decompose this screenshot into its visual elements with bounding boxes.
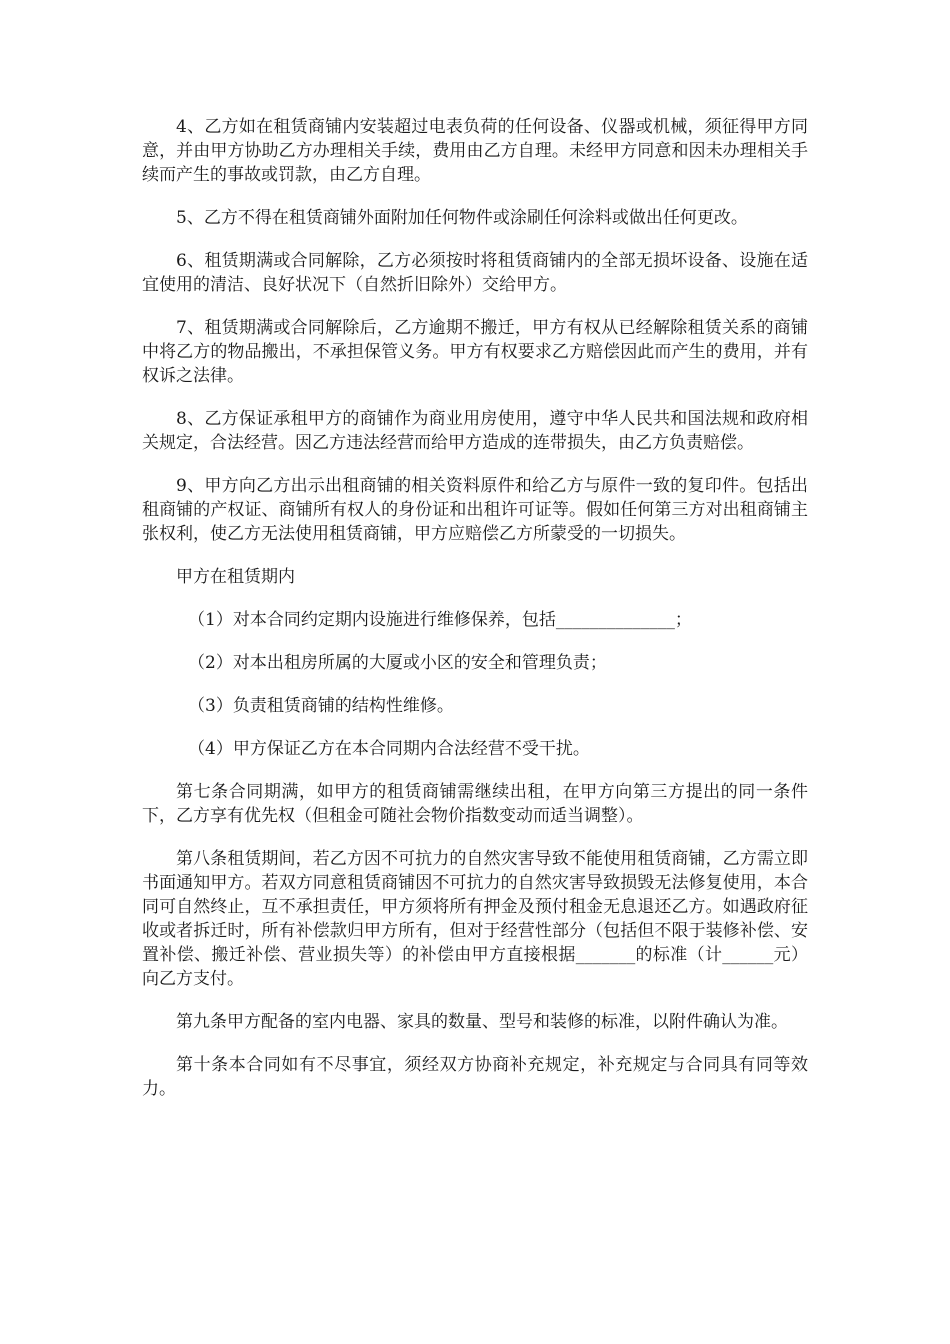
clause-paragraph-6: 6、租赁期满或合同解除，乙方必须按时将租赁商铺内的全部无损坏设备、设施在适宜使用的清洁、良好状况下（自然折旧除外）交给甲方。 [142,251,808,295]
clause-paragraph-7: 7、租赁期满或合同解除后，乙方逾期不搬迁，甲方有权从已经解除租赁关系的商铺中将乙方的物品搬出，不承担保管义务。甲方有权要求乙方赔偿因此而产生的费用，并有权诉之法律。 [142,318,808,386]
article-9-paragraph: 第九条甲方配备的室内电器、家具的数量、型号和装修的标准，以附件确认为准。 [176,1012,788,1032]
clause-paragraph-4: 4、乙方如在租赁商铺内安装超过电表负荷的任何设备、仪器或机械，须征得甲方同意，并由甲方协助乙方办理相关手续，费用由乙方自理。未经甲方同意和因未办理相关手续而产生的事故或罚款，由乙方自理。 [142,117,808,185]
document-body [142,115,808,1120]
article-8-paragraph: 第八条租赁期间，若乙方因不可抗力的自然灾害导致不能使用租赁商铺，乙方需立即书面通知甲方。若双方同意租赁商铺因不可抗力的自然灾害导致损毁无法修复使用，本合同可自然终止，互不承担责任，甲方须将所有押金及预付租金无息退还乙方。如遇政府征收或者拆迁时，所有补偿款归甲方所有，但对于经营性部分（包括但不限于装修补偿、安置补偿、搬迁补偿、营业损失等）的补偿由甲方直接根据_______的标准（计______元）向乙方支付。 [142,849,808,989]
lessor-duty-1: （1）对本合同约定期内设施进行维修保养，包括______________； [188,610,692,630]
clause-paragraph-9: 9、甲方向乙方出示出租商铺的相关资料原件和给乙方与原件一致的复印件。包括出租商铺的产权证、商铺所有权人的身份证和出租许可证等。假如任何第三方对出租商铺主张权利，使乙方无法使用租赁商铺，甲方应赔偿乙方所蒙受的一切损失。 [142,476,808,544]
article-7-paragraph: 第七条合同期满，如甲方的租赁商铺需继续出租，在甲方向第三方提出的同一条件下，乙方享有优先权（但租金可随社会物价指数变动而适当调整）。 [142,782,808,826]
clause-paragraph-8: 8、乙方保证承租甲方的商铺作为商业用房使用，遵守中华人民共和国法规和政府相关规定，合法经营。因乙方违法经营而给甲方造成的连带损失，由乙方负责赔偿。 [142,409,808,453]
lessor-duties-heading: 甲方在租赁期内 [176,567,295,587]
lessor-duty-4: （4）甲方保证乙方在本合同期内合法经营不受干扰。 [188,739,590,759]
article-10-paragraph: 第十条本合同如有不尽事宜，须经双方协商补充规定，补充规定与合同具有同等效力。 [142,1055,808,1099]
lessor-duty-3: （3）负责租赁商铺的结构性维修。 [188,696,454,716]
lessor-duty-2: （2）对本出租房所属的大厦或小区的安全和管理负责； [188,653,607,673]
clause-paragraph-5: 5、乙方不得在租赁商铺外面附加任何物件或涂刷任何涂料或做出任何更改。 [176,208,748,228]
